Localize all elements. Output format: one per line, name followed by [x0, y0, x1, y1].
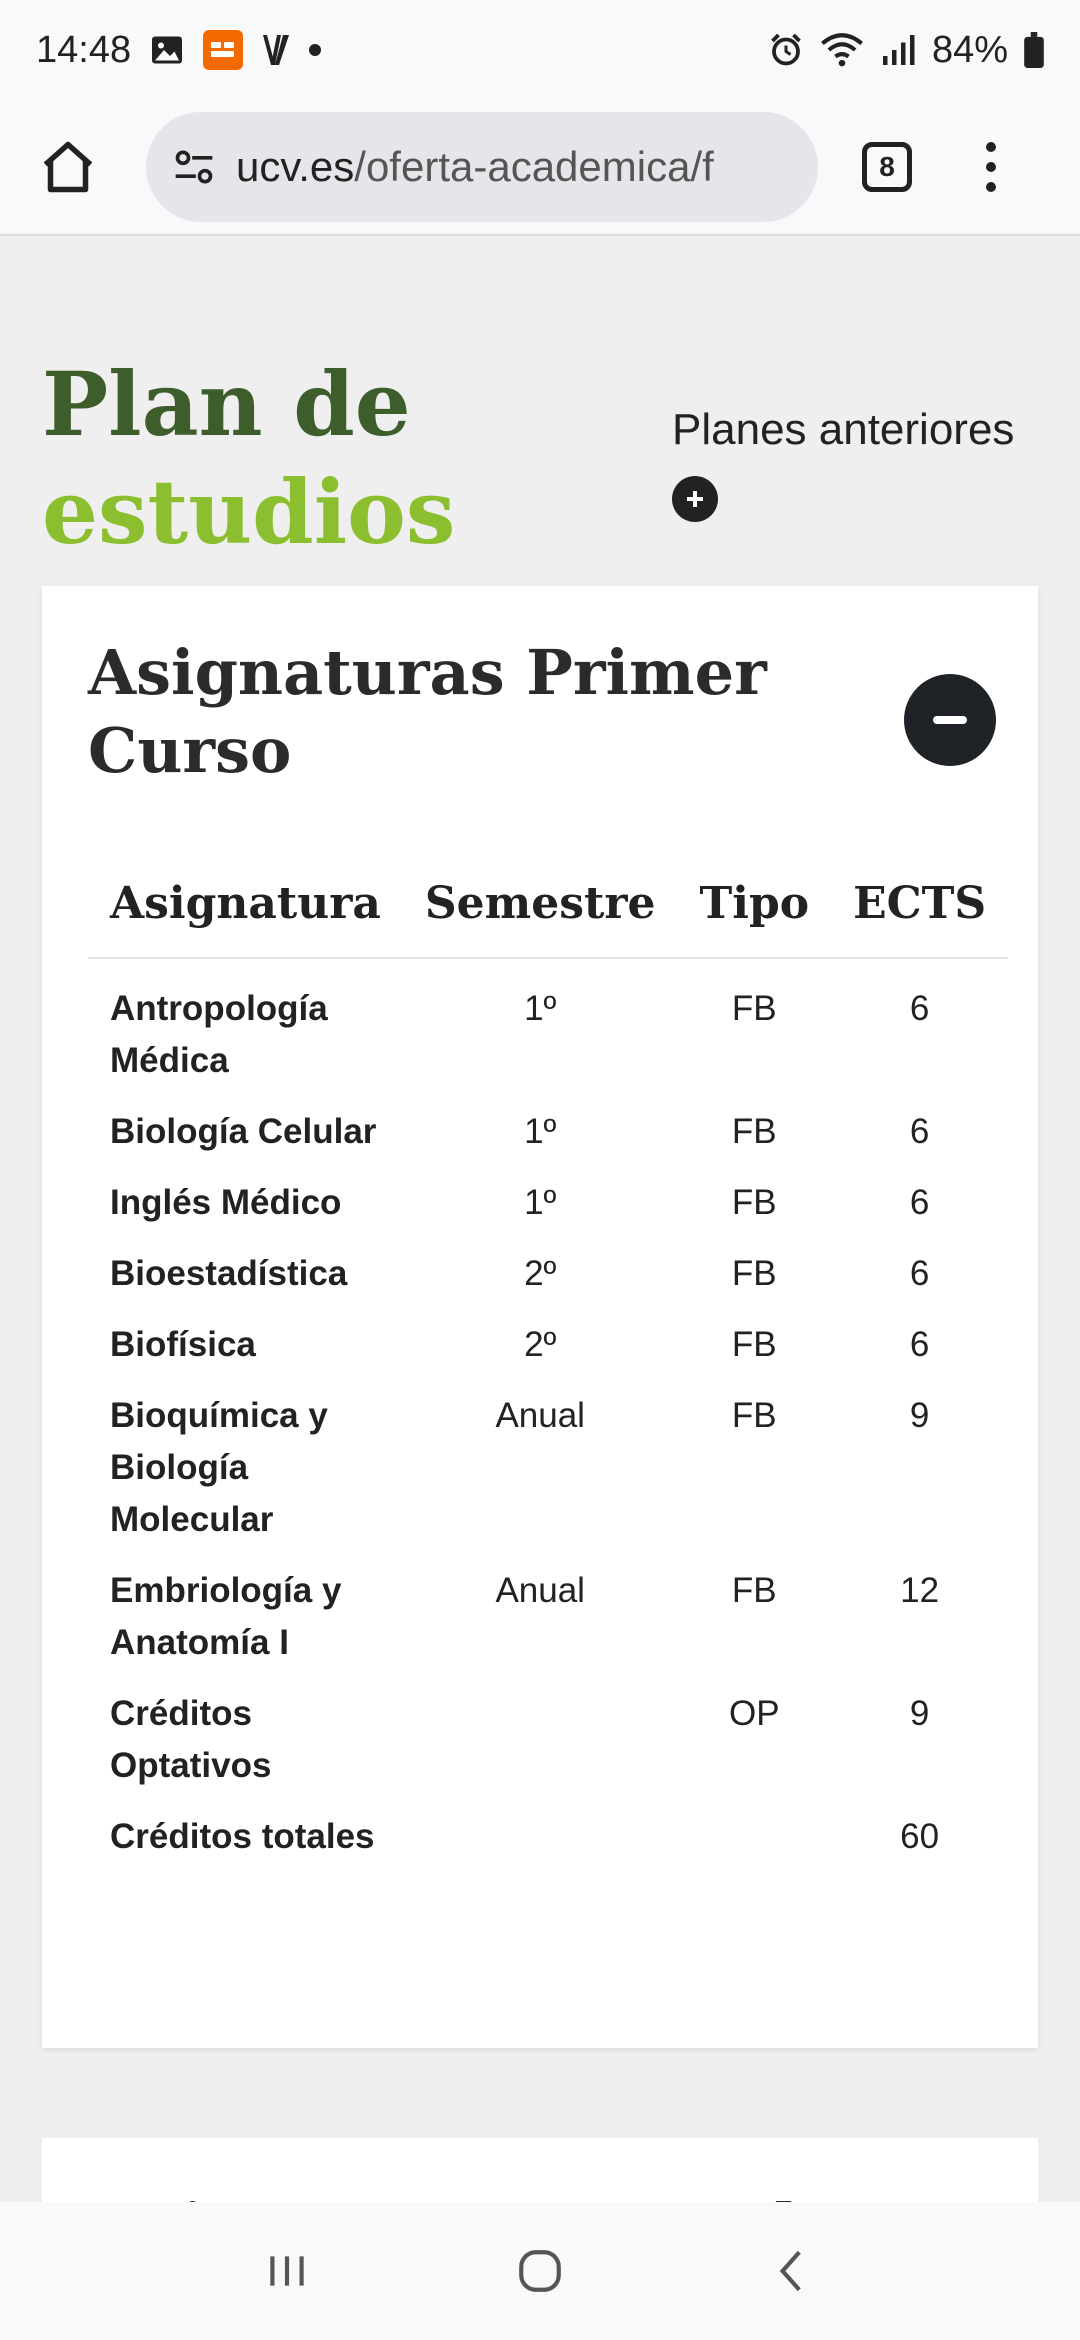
address-bar[interactable]: [146, 112, 818, 222]
tab-count: 8: [879, 151, 895, 182]
more-menu-button[interactable]: [976, 142, 1006, 192]
battery-percent: 84%: [931, 28, 1008, 71]
subject-semester: 1º: [524, 1183, 557, 1222]
subject-semester: 1º: [524, 1112, 557, 1151]
subject-type: FB: [731, 1396, 777, 1435]
subject-type: FB: [731, 1571, 777, 1610]
subject-name: Biofísica: [110, 1325, 256, 1364]
page-title-line1: Plan de: [42, 352, 411, 456]
back-button[interactable]: [748, 2226, 838, 2316]
back-icon: [768, 2246, 818, 2296]
wifi-icon: [820, 32, 864, 68]
table-row-total: [88, 1805, 1008, 1876]
more-dot: [986, 162, 996, 172]
subject-semester: Anual: [495, 1396, 585, 1435]
subject-name: Embriología y Anatomía I: [110, 1571, 342, 1662]
subject-ects: 6: [909, 1183, 930, 1222]
notification-dot: [309, 44, 321, 56]
temu-icon: [203, 30, 243, 70]
subject-type: [678, 1805, 832, 1876]
status-time: 14:48: [36, 28, 132, 71]
subject-type: OP: [729, 1694, 780, 1733]
gallery-icon: [149, 32, 185, 68]
table-row: [88, 1559, 1008, 1682]
home-button[interactable]: [30, 129, 106, 205]
subject-semester: 1º: [524, 989, 557, 1028]
alarm-icon: [768, 32, 804, 68]
subject-semester: 2º: [524, 1325, 557, 1364]
page-title: [42, 350, 455, 566]
battery-icon: [1024, 32, 1044, 68]
home-icon: [38, 137, 98, 197]
subject-ects: 9: [909, 1396, 930, 1435]
subject-type: FB: [731, 1254, 777, 1293]
subject-type: FB: [731, 1183, 777, 1222]
site-settings-icon[interactable]: [172, 145, 216, 189]
table-row: [88, 1100, 1008, 1171]
minus-icon: [933, 716, 967, 724]
subject-type: FB: [731, 1325, 777, 1364]
card-title: Asignaturas Primer Curso: [88, 636, 767, 787]
subject-name: Bioquímica y Biología Molecular: [110, 1396, 328, 1539]
subjects-card: [42, 586, 1038, 2048]
subject-name: Créditos totales: [110, 1817, 375, 1856]
subject-name: Bioestadística: [110, 1254, 348, 1293]
subject-ects: 6: [909, 1325, 930, 1364]
table-row: [88, 1682, 1008, 1805]
column-header-semester: Semestre: [403, 854, 678, 958]
table-header-row: [88, 854, 1008, 958]
subject-semester: 2º: [524, 1254, 557, 1293]
v-app-icon: [261, 31, 291, 69]
url-domain: ucv.es: [236, 143, 355, 190]
collapse-button[interactable]: [904, 674, 996, 766]
subject-name: Antropología Médica: [110, 989, 328, 1080]
home-nav-button[interactable]: [495, 2226, 585, 2316]
subject-ects: 6: [909, 1254, 930, 1293]
subject-semester: Anual: [495, 1571, 585, 1610]
table-row: [88, 1171, 1008, 1242]
recents-icon: [262, 2246, 312, 2296]
browser-toolbar: [0, 100, 1080, 236]
url-text[interactable]: [236, 143, 714, 191]
tab-switcher-button[interactable]: [862, 142, 912, 192]
plus-icon: [683, 487, 707, 511]
subject-ects: 60: [900, 1817, 940, 1856]
recents-button[interactable]: [242, 2226, 332, 2316]
more-dot: [986, 142, 996, 152]
table-row: [88, 1384, 1008, 1559]
signal-icon: [880, 32, 916, 68]
home-circle-icon: [515, 2246, 565, 2296]
subject-name: Biología Celular: [110, 1112, 377, 1151]
system-nav-bar: [0, 2202, 1080, 2340]
previous-plans-link[interactable]: Planes anteriores: [672, 405, 1015, 454]
subject-name: Inglés Médico: [110, 1183, 342, 1222]
status-bar: [0, 0, 1080, 100]
column-header-subject: Asignatura: [88, 854, 403, 958]
subject-ects: 12: [900, 1571, 940, 1610]
more-dot: [986, 182, 996, 192]
subject-ects: 6: [909, 989, 930, 1028]
subjects-table: [88, 854, 1008, 1876]
expand-previous-plans-button[interactable]: [672, 476, 718, 522]
subject-type: FB: [731, 989, 777, 1028]
column-header-ects: ECTS: [831, 854, 1008, 958]
subject-ects: 9: [909, 1694, 930, 1733]
column-header-type: Tipo: [678, 854, 832, 958]
table-row: [88, 958, 1008, 1100]
page-title-line2: estudios: [42, 460, 456, 564]
url-path: /oferta-academica/f: [354, 143, 714, 190]
subject-type: FB: [731, 1112, 777, 1151]
subject-semester: [403, 1682, 678, 1805]
subject-ects: 6: [909, 1112, 930, 1151]
subject-semester: [403, 1805, 678, 1876]
subject-name: Créditos Optativos: [110, 1694, 272, 1785]
table-row: [88, 1242, 1008, 1313]
table-row: [88, 1313, 1008, 1384]
